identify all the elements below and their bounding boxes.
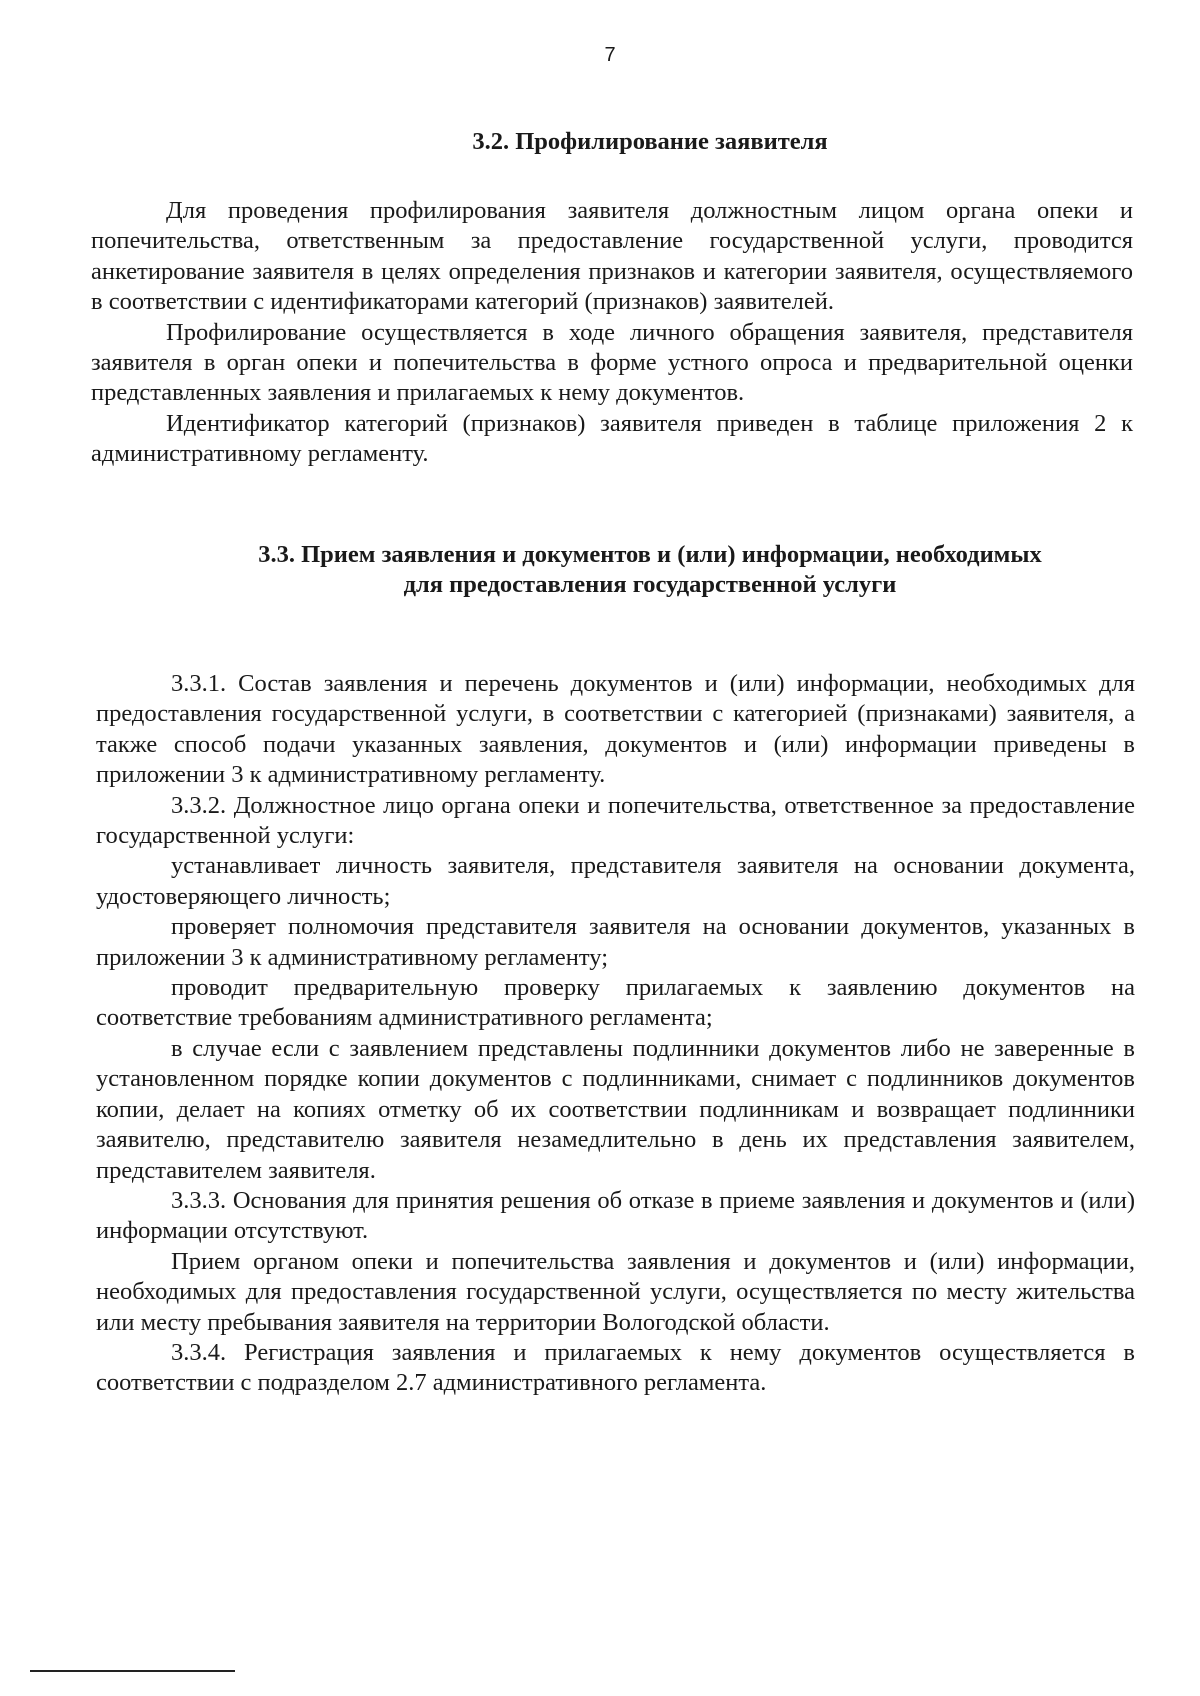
- paragraph-3-3-2-intro: 3.3.2. Должностное лицо органа опеки и попечительства, ответственное за предоставление государственной услуги:: [96, 791, 1135, 850]
- section-3-2-paragraph-3: Идентификатор категорий (признаков) заявителя приведен в таблице приложения 2 к административному регламенту.: [91, 409, 1133, 468]
- section-3-2-paragraph-2: Профилирование осуществляется в ходе личного обращения заявителя, представителя заявителя в орган опеки и попечительства в форме устного опроса и предварительной оценки представленных заявления и прилагаемых к нему документов.: [91, 318, 1133, 407]
- section-3-2-title-text: 3.2. Профилирование заявителя: [472, 128, 828, 155]
- paragraph-3-3-3: 3.3.3. Основания для принятия решения об отказе в приеме заявления и документов и (или) информации отсутствуют.: [96, 1186, 1135, 1245]
- section-3-3-title-line-1: 3.3. Прием заявления и документов и (или) информации, необходимых: [258, 541, 1042, 568]
- section-3-3-body: [96, 669, 1135, 1399]
- paragraph-3-3-2-item-2: проверяет полномочия представителя заявителя на основании документов, указанных в приложении 3 к административному регламенту;: [96, 913, 1135, 971]
- footnote-divider: [30, 1670, 235, 1672]
- section-3-2-body: [91, 196, 1133, 470]
- paragraph-3-3-1: 3.3.1. Состав заявления и перечень документов и (или) информации, необходимых для предоставления государственной услуги, в соответствии с категорией (признаками) заявителя, а также способ подачи указанных заявления, документов и (или) информации приведены в приложении 3 к административному регламенту.: [96, 670, 1135, 789]
- section-3-3-title-line-2: для предоставления государственной услуги: [403, 571, 897, 598]
- section-3-2-title: [190, 127, 1110, 157]
- paragraph-3-3-3-continued: Прием органом опеки и попечительства заявления и документов и (или) информации, необходимых для предоставления государственной услуги, осуществляется по месту жительства или месту пребывания заявителя на территории Вологодской области.: [96, 1247, 1135, 1336]
- paragraph-3-3-2-item-4: в случае если с заявлением представлены подлинники документов либо не заверенные в установленном порядке копии документов с подлинниками, снимает с подлинников документов копии, делает на копиях отметку об их соответствии подлинникам и возвращает подлинники заявителю, представителю заявителя незамедлительно в день их представления заявителем, представителем заявителя.: [96, 1034, 1135, 1184]
- page-number: 7: [604, 44, 616, 66]
- section-3-3-title: [190, 540, 1110, 600]
- paragraph-3-3-4: 3.3.4. Регистрация заявления и прилагаемых к нему документов осуществляется в соответствии с подразделом 2.7 административного регламента.: [96, 1338, 1135, 1397]
- paragraph-3-3-2-item-3: проводит предварительную проверку прилагаемых к заявлению документов на соответствие требованиям административного регламента;: [96, 974, 1135, 1032]
- section-3-2-paragraph-1: Для проведения профилирования заявителя должностным лицом органа опеки и попечительства, ответственным за предоставление государственной услуги, проводится анкетирование заявителя в целях определения признаков и категории заявителя, осуществляемого в соответствии с идентификаторами категорий (признаков) заявителей.: [91, 197, 1133, 316]
- paragraph-3-3-2-item-1: устанавливает личность заявителя, представителя заявителя на основании документа, удостоверяющего личность;: [96, 852, 1135, 910]
